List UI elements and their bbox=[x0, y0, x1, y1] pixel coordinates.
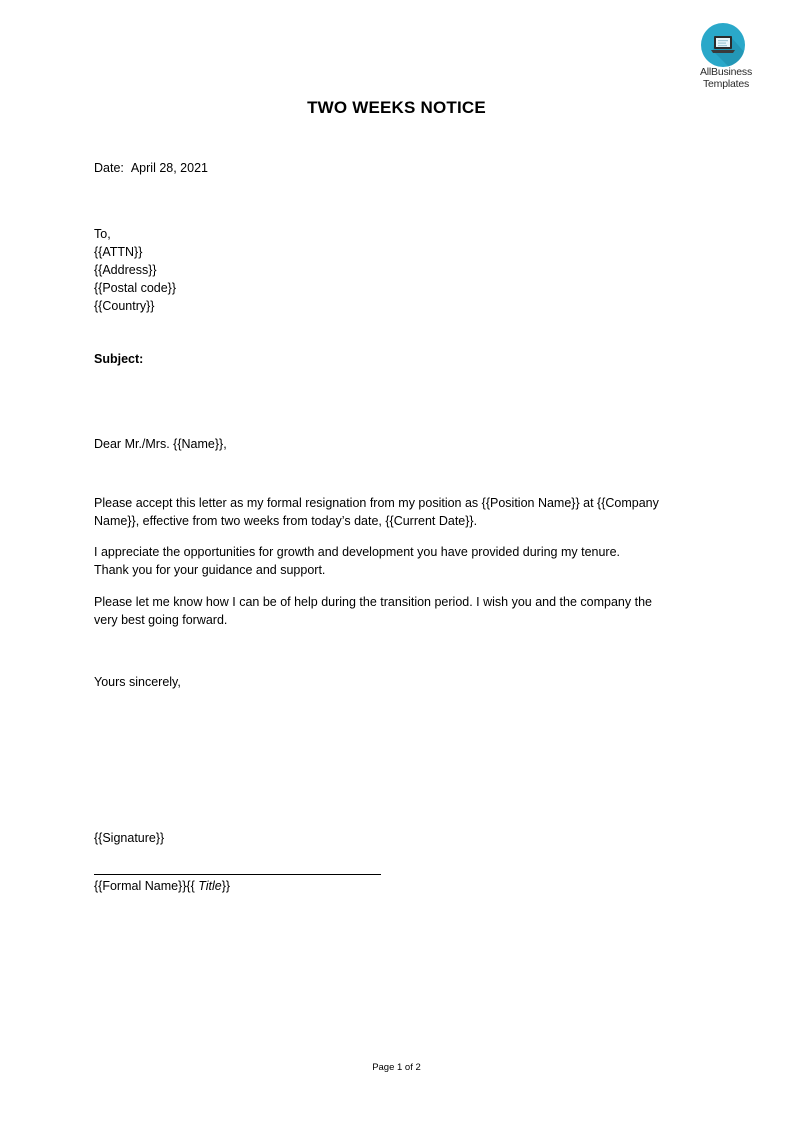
paragraph-2-line-1: I appreciate the opportunities for growth and development you have provided during my tenure. bbox=[94, 545, 621, 559]
title-field: Title bbox=[198, 879, 222, 893]
company-logo bbox=[688, 20, 766, 94]
paragraph-3 bbox=[94, 593, 714, 629]
document-title: TWO WEEKS NOTICE bbox=[307, 98, 486, 117]
paragraph-1-line-1: Please accept this letter as my formal resignation from my position as {{Position Name}} at {{Company bbox=[94, 496, 659, 510]
signature-rule bbox=[94, 874, 381, 875]
recipient-attn: {{ATTN}} bbox=[94, 245, 143, 259]
subject-label: Subject: bbox=[94, 352, 144, 366]
recipient-to: To, bbox=[94, 227, 111, 241]
logo-line-1: AllBusiness bbox=[699, 66, 753, 78]
recipient-address: {{Address}} bbox=[94, 263, 157, 277]
paragraph-1-line-2: Name}}, effective from two weeks from today’s date, {{Current Date}}. bbox=[94, 514, 478, 528]
paragraph-1 bbox=[94, 494, 714, 530]
paragraph-2-line-2: Thank you for your guidance and support. bbox=[94, 563, 326, 577]
title-close: }} bbox=[221, 879, 231, 893]
recipient-block bbox=[94, 225, 714, 315]
date-label: Date: bbox=[94, 161, 124, 175]
signature-placeholder: {{Signature}} bbox=[94, 831, 165, 845]
recipient-country: {{Country}} bbox=[94, 299, 155, 313]
logo-text bbox=[688, 67, 764, 90]
closing: Yours sincerely, bbox=[94, 675, 181, 689]
logo-circle bbox=[701, 23, 745, 67]
logo-line-2: Templates bbox=[702, 77, 750, 90]
paragraph-3-line-2: very best going forward. bbox=[94, 613, 228, 627]
paragraph-2 bbox=[94, 543, 714, 579]
laptop-icon bbox=[701, 23, 745, 67]
salutation: Dear Mr./Mrs. {{Name}}, bbox=[94, 437, 227, 451]
recipient-postal-code: {{Postal code}} bbox=[94, 281, 177, 295]
date-line bbox=[94, 159, 714, 177]
formal-name-line bbox=[94, 877, 714, 895]
page-number: Page 1 of 2 bbox=[372, 1062, 421, 1073]
date-value: April 28, 2021 bbox=[130, 161, 208, 175]
formal-name: {{Formal Name}}{{ bbox=[94, 879, 199, 893]
paragraph-3-line-1: Please let me know how I can be of help during the transition period. I wish you and the company the bbox=[94, 595, 652, 609]
